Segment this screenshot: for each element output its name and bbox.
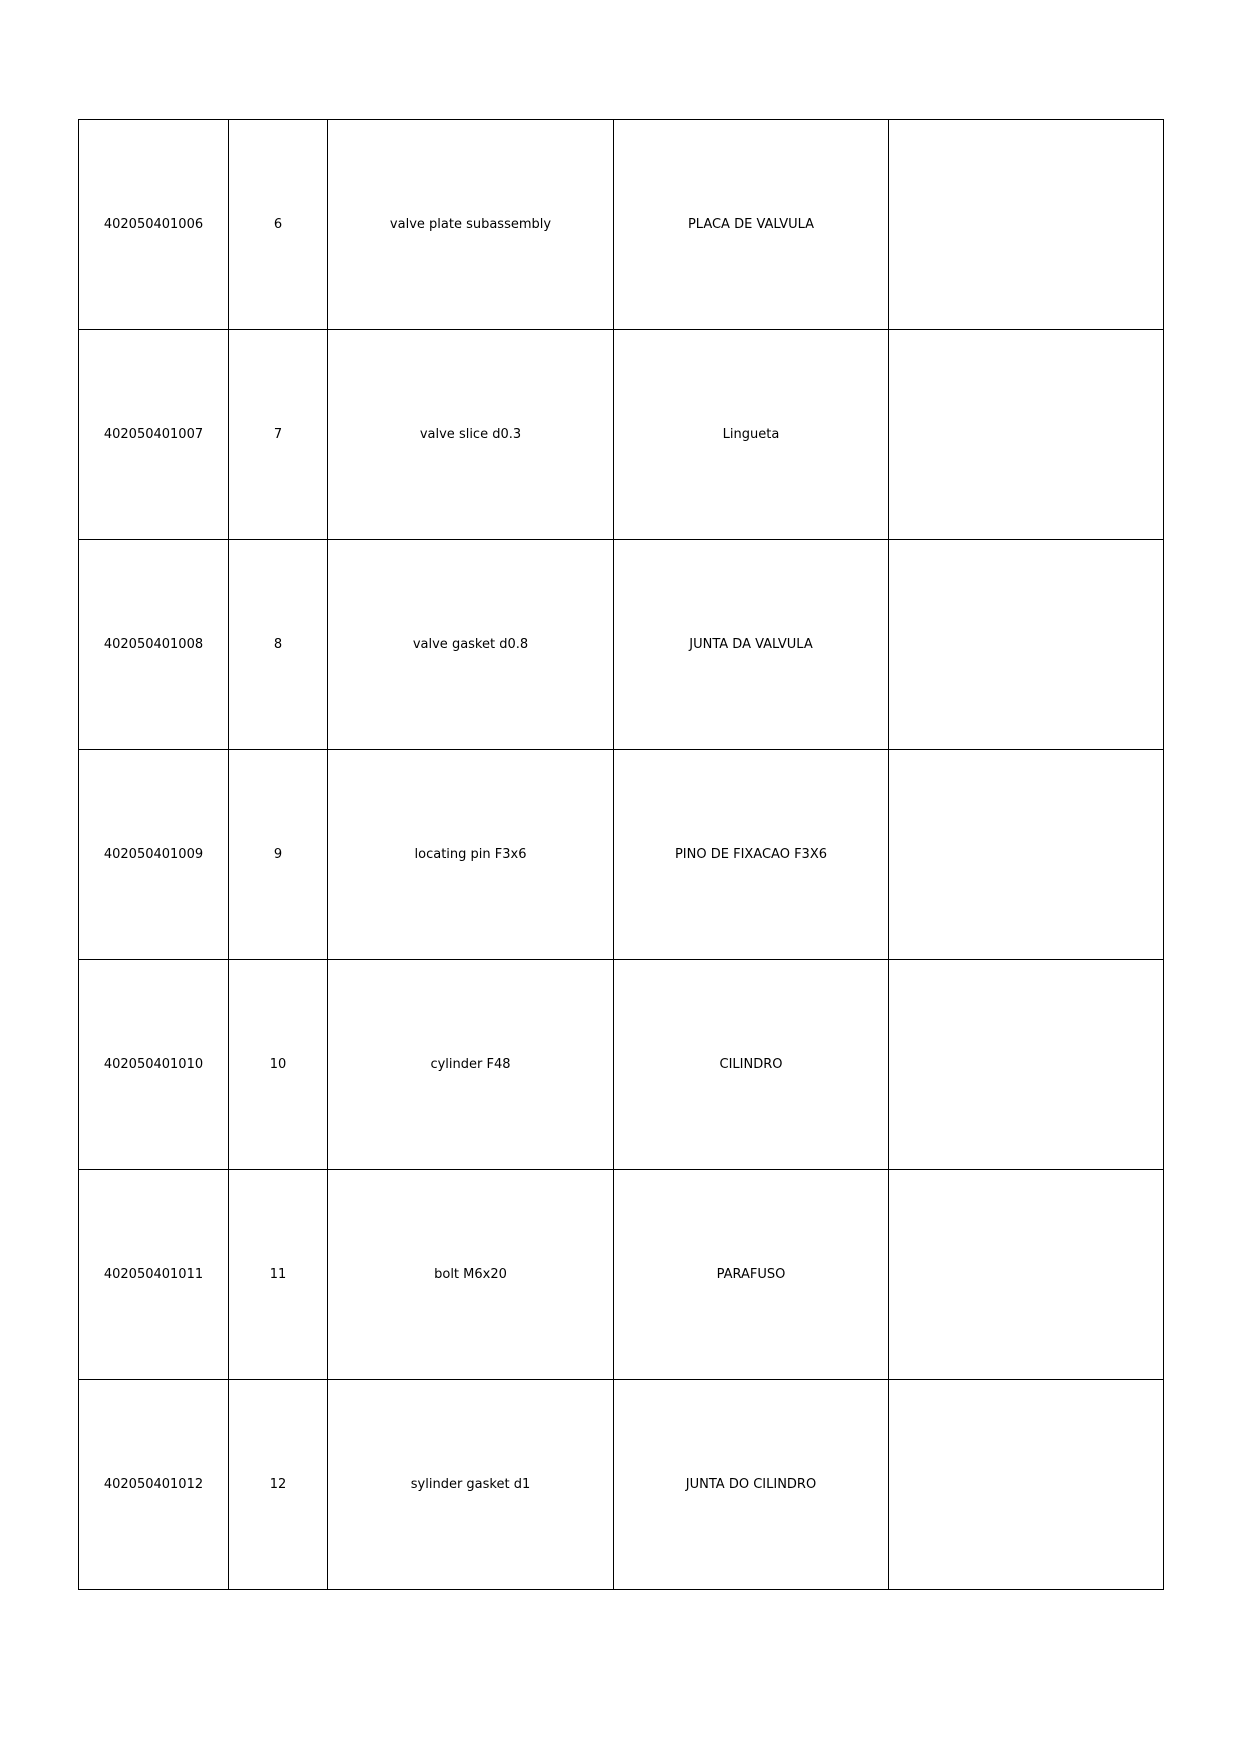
note-cell — [889, 1380, 1164, 1590]
portuguese-name-cell: Lingueta — [614, 330, 889, 540]
item-number-cell: 6 — [229, 120, 328, 330]
part-code-cell: 402050401011 — [79, 1170, 229, 1380]
item-number-cell: 11 — [229, 1170, 328, 1380]
table-row — [79, 120, 1164, 330]
table-row — [79, 750, 1164, 960]
portuguese-name-cell: JUNTA DA VALVULA — [614, 540, 889, 750]
item-number-cell: 7 — [229, 330, 328, 540]
table-row — [79, 1380, 1164, 1590]
part-code-cell: 402050401006 — [79, 120, 229, 330]
note-cell — [889, 330, 1164, 540]
table-row — [79, 960, 1164, 1170]
part-code-cell: 402050401010 — [79, 960, 229, 1170]
part-code-cell: 402050401012 — [79, 1380, 229, 1590]
note-cell — [889, 120, 1164, 330]
english-name-cell: sylinder gasket d1 — [328, 1380, 614, 1590]
table-row — [79, 540, 1164, 750]
english-name-cell: valve slice d0.3 — [328, 330, 614, 540]
english-name-cell: valve gasket d0.8 — [328, 540, 614, 750]
table-row — [79, 1170, 1164, 1380]
portuguese-name-cell: JUNTA DO CILINDRO — [614, 1380, 889, 1590]
note-cell — [889, 1170, 1164, 1380]
english-name-cell: valve plate subassembly — [328, 120, 614, 330]
part-code-cell: 402050401008 — [79, 540, 229, 750]
english-name-cell: cylinder F48 — [328, 960, 614, 1170]
note-cell — [889, 540, 1164, 750]
english-name-cell: bolt M6x20 — [328, 1170, 614, 1380]
table-row — [79, 330, 1164, 540]
part-code-cell: 402050401009 — [79, 750, 229, 960]
english-name-cell: locating pin F3x6 — [328, 750, 614, 960]
portuguese-name-cell: CILINDRO — [614, 960, 889, 1170]
portuguese-name-cell: PINO DE FIXACAO F3X6 — [614, 750, 889, 960]
item-number-cell: 8 — [229, 540, 328, 750]
item-number-cell: 12 — [229, 1380, 328, 1590]
note-cell — [889, 750, 1164, 960]
parts-table — [78, 119, 1164, 1590]
part-code-cell: 402050401007 — [79, 330, 229, 540]
portuguese-name-cell: PLACA DE VALVULA — [614, 120, 889, 330]
portuguese-name-cell: PARAFUSO — [614, 1170, 889, 1380]
item-number-cell: 9 — [229, 750, 328, 960]
item-number-cell: 10 — [229, 960, 328, 1170]
note-cell — [889, 960, 1164, 1170]
